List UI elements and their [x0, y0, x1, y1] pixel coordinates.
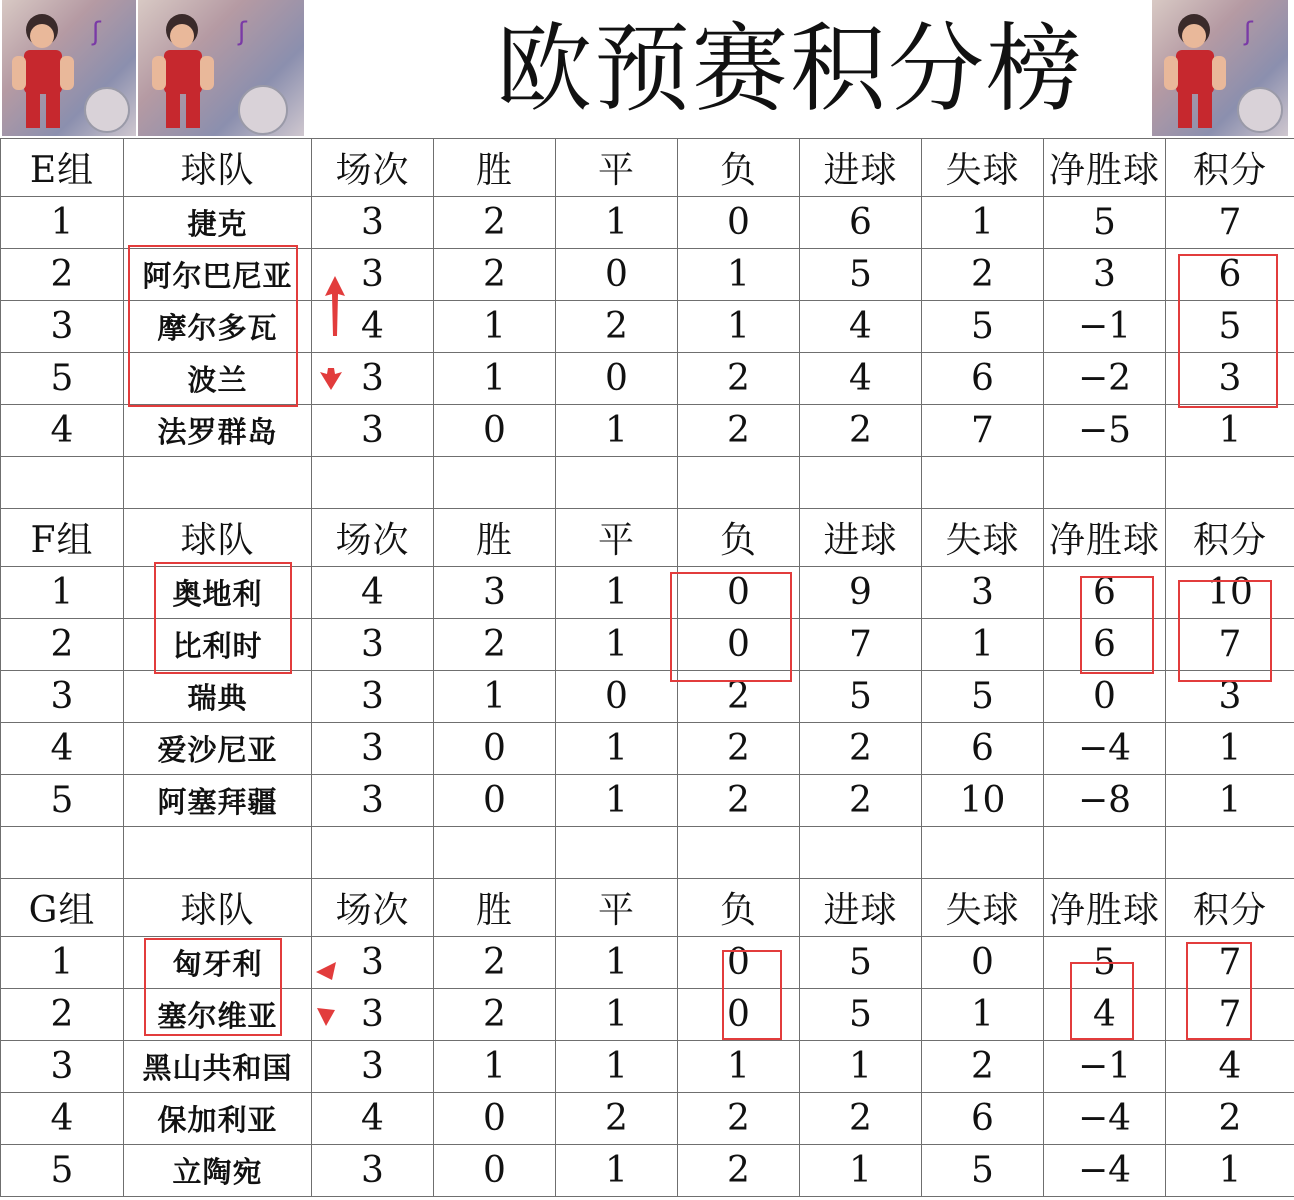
basketball-player-thumbnail — [1152, 0, 1288, 136]
cell-d: 1 — [556, 405, 678, 457]
cell-played: 3 — [312, 723, 434, 775]
table-row — [1, 723, 1294, 775]
cell-gd: −2 — [1044, 353, 1166, 405]
cell-pts: 6 — [1166, 249, 1294, 301]
cell-gf: 4 — [800, 353, 922, 405]
cell-l: 2 — [678, 723, 800, 775]
table-row — [1, 353, 1294, 405]
cell-rank: 2 — [1, 249, 124, 301]
empty-cell — [922, 827, 1044, 879]
cell-gd: −8 — [1044, 775, 1166, 827]
group-header-row — [1, 509, 1294, 567]
cell-ga: 3 — [922, 567, 1044, 619]
cell-pts: 10 — [1166, 567, 1294, 619]
cell-gd: 5 — [1044, 937, 1166, 989]
cell-w: 0 — [434, 405, 556, 457]
cell-gf: 4 — [800, 301, 922, 353]
cell-pts: 7 — [1166, 937, 1294, 989]
column-header: 胜 — [434, 879, 556, 937]
table-row — [1, 1041, 1294, 1093]
column-header: 负 — [678, 139, 800, 197]
empty-cell — [124, 457, 312, 509]
column-header: 进球 — [800, 139, 922, 197]
cell-d: 2 — [556, 1093, 678, 1145]
cell-d: 1 — [556, 197, 678, 249]
cell-ga: 5 — [922, 671, 1044, 723]
cell-rank: 2 — [1, 989, 124, 1041]
empty-cell — [312, 457, 434, 509]
cell-rank: 1 — [1, 567, 124, 619]
column-header: 场次 — [312, 879, 434, 937]
cell-team: 瑞典 — [124, 671, 312, 723]
table-row — [1, 619, 1294, 671]
cell-team: 阿尔巴尼亚 — [124, 249, 312, 301]
cell-gf: 2 — [800, 723, 922, 775]
cell-ga: 0 — [922, 937, 1044, 989]
empty-cell — [800, 827, 922, 879]
cell-gd: −4 — [1044, 1093, 1166, 1145]
column-header: 净胜球 — [1044, 879, 1166, 937]
cell-d: 1 — [556, 723, 678, 775]
cell-w: 2 — [434, 619, 556, 671]
cell-rank: 4 — [1, 1093, 124, 1145]
cell-played: 3 — [312, 249, 434, 301]
column-header: 净胜球 — [1044, 509, 1166, 567]
cell-played: 3 — [312, 1145, 434, 1197]
cell-w: 0 — [434, 1093, 556, 1145]
cell-gd: 6 — [1044, 619, 1166, 671]
cell-played: 3 — [312, 353, 434, 405]
cell-d: 1 — [556, 937, 678, 989]
cell-w: 1 — [434, 671, 556, 723]
cell-l: 0 — [678, 567, 800, 619]
cell-w: 1 — [434, 1041, 556, 1093]
cell-pts: 3 — [1166, 671, 1294, 723]
cell-pts: 1 — [1166, 775, 1294, 827]
cell-gf: 2 — [800, 775, 922, 827]
column-header: 积分 — [1166, 139, 1294, 197]
table-row — [1, 405, 1294, 457]
cell-gd: −4 — [1044, 723, 1166, 775]
cell-pts: 7 — [1166, 197, 1294, 249]
cell-w: 2 — [434, 989, 556, 1041]
standings-table — [0, 138, 1294, 1197]
svg-text:ʃ: ʃ — [92, 17, 101, 47]
cell-team: 波兰 — [124, 353, 312, 405]
cell-gf: 5 — [800, 989, 922, 1041]
column-header: 积分 — [1166, 879, 1294, 937]
cell-w: 2 — [434, 197, 556, 249]
cell-played: 3 — [312, 1041, 434, 1093]
table-row — [1, 1093, 1294, 1145]
empty-cell — [556, 457, 678, 509]
cell-pts: 1 — [1166, 405, 1294, 457]
cell-d: 1 — [556, 1041, 678, 1093]
cell-pts: 2 — [1166, 1093, 1294, 1145]
cell-team: 匈牙利 — [124, 937, 312, 989]
column-header: 失球 — [922, 509, 1044, 567]
cell-d: 1 — [556, 775, 678, 827]
cell-ga: 2 — [922, 249, 1044, 301]
cell-rank: 5 — [1, 353, 124, 405]
column-header: 球队 — [124, 139, 312, 197]
column-header: 负 — [678, 509, 800, 567]
cell-played: 3 — [312, 619, 434, 671]
cell-team: 立陶宛 — [124, 1145, 312, 1197]
cell-gf: 1 — [800, 1041, 922, 1093]
table-row — [1, 249, 1294, 301]
cell-rank: 3 — [1, 301, 124, 353]
column-header: 胜 — [434, 139, 556, 197]
cell-l: 2 — [678, 775, 800, 827]
column-header: 净胜球 — [1044, 139, 1166, 197]
cell-gd: 5 — [1044, 197, 1166, 249]
column-header: 胜 — [434, 509, 556, 567]
player-illustration-icon — [138, 0, 304, 136]
column-header: 球队 — [124, 879, 312, 937]
column-header: 失球 — [922, 879, 1044, 937]
cell-team: 爱沙尼亚 — [124, 723, 312, 775]
cell-l: 0 — [678, 197, 800, 249]
cell-l: 1 — [678, 249, 800, 301]
empty-cell — [312, 827, 434, 879]
header — [0, 0, 1294, 138]
cell-l: 2 — [678, 1145, 800, 1197]
cell-ga: 7 — [922, 405, 1044, 457]
cell-gd: 0 — [1044, 671, 1166, 723]
table-row — [1, 989, 1294, 1041]
cell-gd: −1 — [1044, 301, 1166, 353]
cell-rank: 3 — [1, 1041, 124, 1093]
cell-gd: −1 — [1044, 1041, 1166, 1093]
cell-rank: 3 — [1, 671, 124, 723]
cell-gf: 5 — [800, 937, 922, 989]
cell-team: 阿塞拜疆 — [124, 775, 312, 827]
cell-d: 1 — [556, 567, 678, 619]
group-header-row — [1, 139, 1294, 197]
empty-cell — [922, 457, 1044, 509]
table-row — [1, 775, 1294, 827]
cell-l: 2 — [678, 353, 800, 405]
cell-played: 3 — [312, 671, 434, 723]
cell-pts: 3 — [1166, 353, 1294, 405]
cell-played: 3 — [312, 989, 434, 1041]
cell-played: 3 — [312, 197, 434, 249]
cell-gf: 7 — [800, 619, 922, 671]
group-header-row — [1, 879, 1294, 937]
column-header: 负 — [678, 879, 800, 937]
cell-gf: 5 — [800, 671, 922, 723]
column-header: 进球 — [800, 509, 922, 567]
group-label: G组 — [1, 879, 124, 937]
cell-team: 黑山共和国 — [124, 1041, 312, 1093]
cell-rank: 4 — [1, 405, 124, 457]
cell-w: 3 — [434, 567, 556, 619]
svg-text:ʃ: ʃ — [238, 17, 247, 47]
cell-d: 0 — [556, 671, 678, 723]
cell-l: 0 — [678, 989, 800, 1041]
empty-cell — [1, 457, 124, 509]
cell-pts: 7 — [1166, 619, 1294, 671]
cell-gf: 2 — [800, 1093, 922, 1145]
column-header: 场次 — [312, 509, 434, 567]
cell-w: 1 — [434, 301, 556, 353]
cell-ga: 6 — [922, 1093, 1044, 1145]
player-illustration-icon — [1152, 0, 1288, 136]
empty-cell — [678, 457, 800, 509]
cell-pts: 4 — [1166, 1041, 1294, 1093]
cell-d: 0 — [556, 353, 678, 405]
cell-ga: 1 — [922, 619, 1044, 671]
cell-played: 3 — [312, 937, 434, 989]
table-row — [1, 567, 1294, 619]
table-row — [1, 671, 1294, 723]
cell-team: 法罗群岛 — [124, 405, 312, 457]
cell-ga: 6 — [922, 723, 1044, 775]
cell-gf: 6 — [800, 197, 922, 249]
cell-gd: 6 — [1044, 567, 1166, 619]
empty-cell — [678, 827, 800, 879]
cell-team: 塞尔维亚 — [124, 989, 312, 1041]
column-header: 积分 — [1166, 509, 1294, 567]
empty-cell — [556, 827, 678, 879]
cell-ga: 10 — [922, 775, 1044, 827]
cell-ga: 1 — [922, 989, 1044, 1041]
cell-l: 0 — [678, 619, 800, 671]
cell-ga: 6 — [922, 353, 1044, 405]
cell-ga: 5 — [922, 301, 1044, 353]
cell-team: 摩尔多瓦 — [124, 301, 312, 353]
cell-l: 2 — [678, 671, 800, 723]
cell-team: 比利时 — [124, 619, 312, 671]
cell-pts: 5 — [1166, 301, 1294, 353]
cell-ga: 1 — [922, 197, 1044, 249]
cell-gd: −5 — [1044, 405, 1166, 457]
cell-team: 奥地利 — [124, 567, 312, 619]
player-illustration-icon — [2, 0, 136, 136]
column-header: 场次 — [312, 139, 434, 197]
cell-gf: 5 — [800, 249, 922, 301]
spacer-row — [1, 457, 1294, 509]
column-header: 平 — [556, 509, 678, 567]
cell-gf: 1 — [800, 1145, 922, 1197]
cell-played: 4 — [312, 567, 434, 619]
svg-text:ʃ: ʃ — [1244, 17, 1253, 47]
cell-d: 1 — [556, 1145, 678, 1197]
cell-pts: 1 — [1166, 1145, 1294, 1197]
page-title: 欧预赛积分榜 — [496, 13, 1084, 125]
cell-pts: 7 — [1166, 989, 1294, 1041]
empty-cell — [1, 827, 124, 879]
column-header: 失球 — [922, 139, 1044, 197]
cell-rank: 5 — [1, 775, 124, 827]
cell-rank: 2 — [1, 619, 124, 671]
empty-cell — [800, 457, 922, 509]
cell-team: 捷克 — [124, 197, 312, 249]
empty-cell — [1166, 827, 1294, 879]
cell-ga: 2 — [922, 1041, 1044, 1093]
cell-played: 4 — [312, 301, 434, 353]
group-label: F组 — [1, 509, 124, 567]
cell-team: 保加利亚 — [124, 1093, 312, 1145]
table-row — [1, 1145, 1294, 1197]
column-header: 球队 — [124, 509, 312, 567]
empty-cell — [434, 827, 556, 879]
cell-w: 2 — [434, 249, 556, 301]
group-label: E组 — [1, 139, 124, 197]
cell-l: 0 — [678, 937, 800, 989]
basketball-player-thumbnail — [2, 0, 136, 136]
cell-l: 2 — [678, 405, 800, 457]
cell-d: 1 — [556, 989, 678, 1041]
cell-w: 0 — [434, 1145, 556, 1197]
cell-gf: 9 — [800, 567, 922, 619]
table-row — [1, 301, 1294, 353]
column-header: 进球 — [800, 879, 922, 937]
cell-d: 1 — [556, 619, 678, 671]
empty-cell — [1044, 457, 1166, 509]
empty-cell — [124, 827, 312, 879]
table-row — [1, 937, 1294, 989]
cell-gd: −4 — [1044, 1145, 1166, 1197]
cell-d: 2 — [556, 301, 678, 353]
cell-ga: 5 — [922, 1145, 1044, 1197]
cell-gf: 2 — [800, 405, 922, 457]
cell-d: 0 — [556, 249, 678, 301]
table-row — [1, 197, 1294, 249]
empty-cell — [434, 457, 556, 509]
cell-w: 0 — [434, 723, 556, 775]
column-header: 平 — [556, 879, 678, 937]
cell-l: 1 — [678, 1041, 800, 1093]
cell-w: 0 — [434, 775, 556, 827]
cell-played: 3 — [312, 405, 434, 457]
cell-l: 2 — [678, 1093, 800, 1145]
cell-pts: 1 — [1166, 723, 1294, 775]
empty-cell — [1044, 827, 1166, 879]
cell-rank: 1 — [1, 937, 124, 989]
cell-rank: 4 — [1, 723, 124, 775]
cell-played: 4 — [312, 1093, 434, 1145]
cell-gd: 3 — [1044, 249, 1166, 301]
cell-gd: 4 — [1044, 989, 1166, 1041]
empty-cell — [1166, 457, 1294, 509]
cell-l: 1 — [678, 301, 800, 353]
basketball-player-thumbnail — [138, 0, 304, 136]
column-header: 平 — [556, 139, 678, 197]
cell-w: 1 — [434, 353, 556, 405]
cell-rank: 1 — [1, 197, 124, 249]
cell-played: 3 — [312, 775, 434, 827]
spacer-row — [1, 827, 1294, 879]
cell-rank: 5 — [1, 1145, 124, 1197]
cell-w: 2 — [434, 937, 556, 989]
